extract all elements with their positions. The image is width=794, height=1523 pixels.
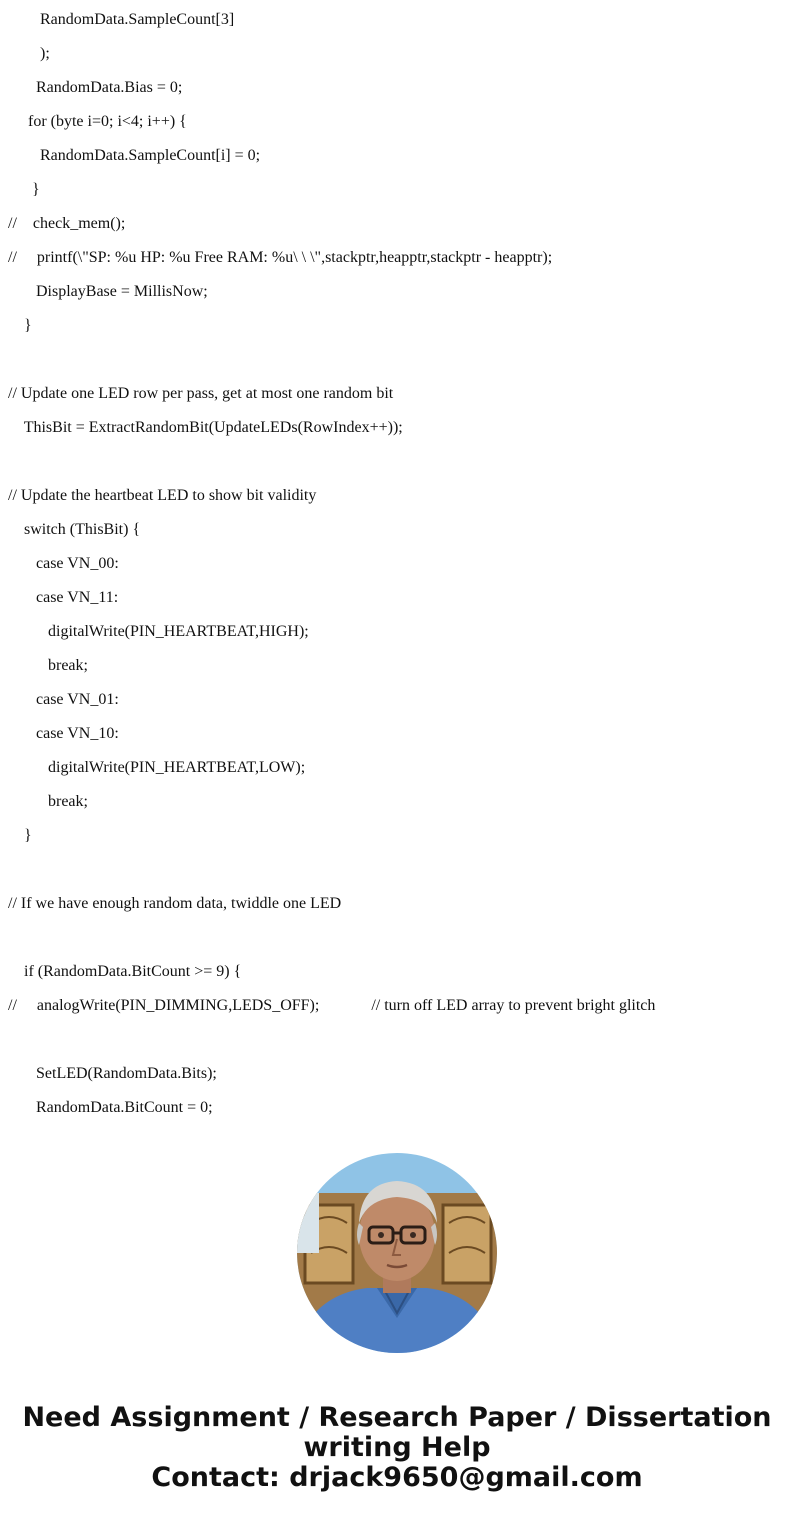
code-line: // Update one LED row per pass, get at most one random bit [8,385,394,402]
code-line: case VN_00: [8,555,119,572]
code-line: ThisBit = ExtractRandomBit(UpdateLEDs(RowIndex++)); [8,419,403,436]
code-line: SetLED(RandomData.Bits); [8,1065,217,1082]
code-line: RandomData.SampleCount[3] [8,11,235,28]
code-line: if (RandomData.BitCount >= 9) { [8,963,242,980]
author-avatar [297,1153,497,1353]
code-line: DisplayBase = MillisNow; [8,283,208,300]
code-line: digitalWrite(PIN_HEARTBEAT,LOW); [8,759,306,776]
promo-line-1: Need Assignment / Research Paper / Dissertation [22,1402,772,1433]
code-line: // analogWrite(PIN_DIMMING,LEDS_OFF); // turn off LED array to prevent bright glitch [8,997,656,1014]
code-line: // Update the heartbeat LED to show bit validity [8,487,317,504]
code-line: for (byte i=0; i<4; i++) { [8,113,187,130]
code-line: } [8,827,32,844]
promo-banner [0,1403,794,1493]
code-line: RandomData.SampleCount[i] = 0; [8,147,261,164]
code-line: } [8,181,40,198]
code-line: break; [8,657,88,674]
code-line: break; [8,793,88,810]
promo-line-2: writing Help [303,1432,491,1463]
code-line: // printf(\"SP: %u HP: %u Free RAM: %u\ \ \",stackptr,heapptr,stackptr - heapptr); [8,249,553,266]
code-line: RandomData.BitCount = 0; [8,1099,213,1116]
author-portrait [297,1153,497,1353]
code-line: switch (ThisBit) { [8,521,141,538]
promo-contact: Contact: drjack9650@gmail.com [151,1462,643,1493]
code-line: case VN_11: [8,589,119,606]
code-line: RandomData.Bias = 0; [8,79,183,96]
code-line: case VN_10: [8,725,119,742]
code-line: // If we have enough random data, twiddle one LED [8,895,342,912]
code-line: // check_mem(); [8,215,126,232]
code-line: digitalWrite(PIN_HEARTBEAT,HIGH); [8,623,309,640]
code-line: ); [8,45,50,62]
code-line: } [8,317,32,334]
code-line: case VN_01: [8,691,119,708]
